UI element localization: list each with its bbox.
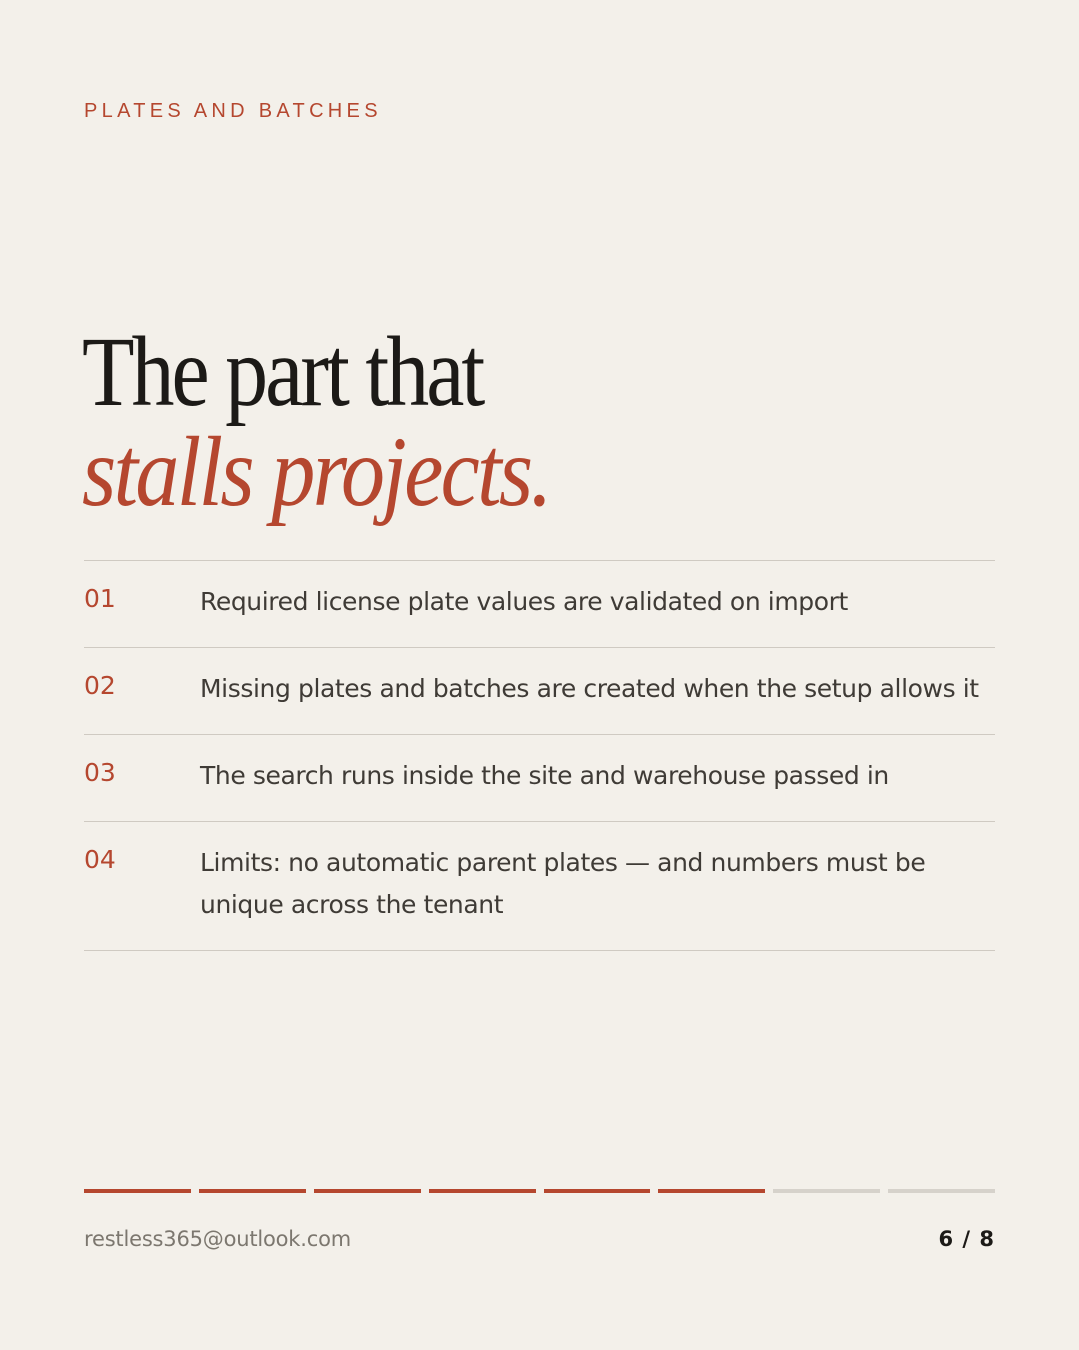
point-list [84,560,995,951]
progress-segment-pending [773,1189,880,1193]
progress-segment-pending [888,1189,995,1193]
contact-email: restless365@outlook.com [84,1227,351,1251]
list-item [84,561,995,648]
section-eyebrow: PLATES AND BATCHES [84,100,382,122]
list-item [84,822,995,951]
headline [82,316,614,527]
progress-segment-complete [314,1189,421,1193]
item-text: The search runs inside the site and warehouse passed in [200,761,889,790]
list-item [84,735,995,822]
progress-segment-complete [199,1189,306,1193]
item-text: Limits: no automatic parent plates — and numbers must be unique across the tenant [200,848,926,919]
item-number: 03 [84,758,116,787]
item-number: 01 [84,584,116,613]
item-text: Required license plate values are validated on import [200,587,848,616]
item-number: 02 [84,671,116,700]
item-number: 04 [84,845,116,874]
item-text: Missing plates and batches are created when the setup allows it [200,674,979,703]
headline-line-2-accent: stalls projects. [82,416,550,527]
headline-line-1: The part that [82,316,483,427]
progress-segment-complete [658,1189,765,1193]
slide-progress-indicator [84,1189,995,1193]
progress-segment-complete [429,1189,536,1193]
list-item [84,648,995,735]
progress-segment-complete [84,1189,191,1193]
page-counter: 6 / 8 [938,1227,995,1251]
progress-segment-complete [544,1189,651,1193]
